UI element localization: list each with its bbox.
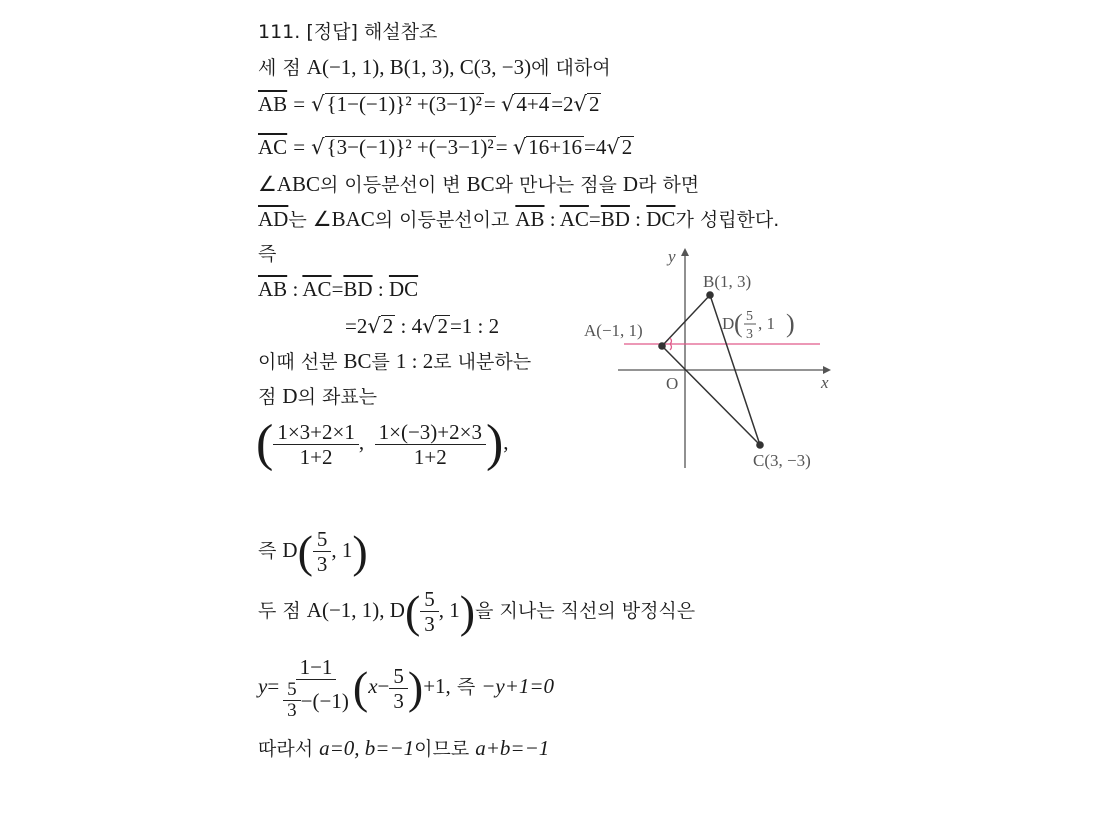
result: −y+1=0 (481, 674, 555, 698)
ratio: 1 : 2 (395, 349, 434, 373)
sqrt-icon: √ (311, 92, 325, 116)
denominator: 1+2 (299, 444, 333, 469)
segment-dc: $\overline{DC}$ (646, 207, 676, 231)
radicand: 16+16 (528, 135, 583, 159)
line-ratio-value (345, 314, 499, 339)
text: 이때 선분 (258, 351, 344, 373)
sqrt-icon: √ (512, 135, 527, 159)
line-conclusion (258, 736, 549, 761)
label-point-b: B(1, 3) (703, 272, 752, 291)
eq: = (483, 92, 501, 116)
text: 즉 (450, 676, 482, 698)
text: 점 (258, 386, 283, 408)
label-d-numerator: 5 (746, 309, 753, 324)
paren-left: ( (256, 415, 274, 473)
line-ratio (258, 277, 418, 302)
text: 을 지나는 직선의 방정식은 (475, 600, 696, 622)
sqrt-icon: √ (367, 314, 381, 338)
text: 가 성립한다. (675, 209, 780, 231)
sqrt-icon: √ (422, 314, 436, 338)
numerator: 1×3+2×1 (273, 420, 359, 445)
denominator: 3 (393, 688, 404, 713)
denominator: 1+2 (413, 444, 447, 469)
comma: , (503, 430, 509, 454)
fraction (283, 680, 301, 721)
radicand: 2 (588, 92, 600, 116)
segment-ac: $\overline{AC}$ (559, 207, 589, 231)
text: 의 이등분선이 변 (320, 174, 467, 196)
line-internal-division (258, 349, 531, 374)
var-x: x (368, 674, 378, 698)
line-ab-length (258, 92, 601, 117)
value: −(−1) (300, 688, 349, 713)
segment-ac: $\overline{AC}$ (258, 135, 288, 159)
eq: = (267, 674, 280, 698)
segment-ab: $\overline{AB}$ (515, 207, 545, 231)
paren-left: ( (404, 585, 421, 637)
point-a (658, 342, 666, 350)
angle-bac: ∠BAC (312, 207, 375, 231)
header-title: 해설참조 (363, 21, 438, 43)
text: 세 점 (258, 57, 301, 79)
text: 즉 (258, 243, 277, 265)
colon: : (544, 207, 560, 231)
numerator: 1×(−3)+2×3 (375, 420, 486, 445)
fraction (313, 527, 332, 576)
radicand: {1−(−1)}² +(3−1)² (326, 92, 482, 116)
text: 이므로 (414, 738, 476, 760)
colon: : (629, 207, 647, 231)
radicand: 2 (382, 314, 394, 338)
value: : 4 (395, 314, 423, 338)
denominator: 3 (287, 700, 297, 722)
point-d: D (622, 172, 639, 196)
line-coordinate-intro (258, 384, 377, 409)
var-y: y (258, 674, 268, 698)
comma: , (358, 430, 365, 454)
text: 두 점 (258, 600, 307, 622)
numerator: 5 (420, 587, 439, 612)
angle-mark (670, 344, 672, 350)
value: =2 (345, 314, 368, 338)
result: =4 (584, 135, 607, 159)
radicand: {3−(−1)}² +(−3−1)² (326, 135, 494, 159)
value: , 1 (438, 598, 460, 622)
text: 즉 (258, 540, 283, 562)
radicand: 2 (621, 135, 633, 159)
point-d: D (282, 384, 298, 408)
paren-right: ) (459, 585, 476, 637)
point-c (756, 441, 764, 449)
numerator: 5 (313, 527, 332, 552)
segment-bc: BC (343, 349, 372, 373)
slope-fraction (279, 655, 353, 721)
text: 따라서 (258, 738, 320, 760)
paren-right: ) (407, 662, 424, 714)
paren-left: ( (734, 309, 743, 338)
text: 라 하면 (638, 174, 700, 196)
numerator: 1−1 (296, 655, 337, 680)
line-point-d (258, 522, 368, 580)
value: +1, (423, 674, 451, 698)
text: 는 (288, 209, 313, 231)
sqrt-icon: √ (606, 135, 620, 159)
denominator (279, 680, 353, 721)
segment-ac: $\overline{AC}$ (302, 277, 332, 301)
value: =1 : 2 (449, 314, 500, 338)
denominator: 3 (424, 612, 435, 636)
label-point-a: A(−1, 1) (584, 321, 643, 340)
segment-ab: $\overline{AB}$ (258, 277, 288, 301)
fraction-y (375, 420, 486, 469)
x-axis-label: x (821, 373, 829, 392)
paren-right: ) (485, 415, 504, 473)
y-axis-arrow-icon (681, 248, 689, 256)
result: =2 (551, 92, 574, 116)
point-b (706, 291, 714, 299)
sqrt-icon: √ (573, 92, 587, 116)
fraction-x (273, 420, 359, 469)
colon: : (372, 277, 389, 301)
radicand: 2 (437, 314, 448, 338)
math-points: A(−1, 1), D (306, 598, 405, 622)
value: , 1 (331, 538, 353, 562)
label-point-c: C(3, −3) (753, 451, 811, 470)
solution-header (258, 20, 437, 44)
label-point-d: D (722, 314, 735, 333)
angle-abc: ∠ABC (258, 172, 321, 196)
origin-label: O (666, 374, 679, 393)
text: 의 이등분선이고 (374, 209, 516, 231)
segment-ad: $\overline{AD}$ (258, 207, 289, 231)
answer-tag: [정답] (306, 21, 358, 43)
paren-right: ) (786, 309, 795, 338)
segment-dc: $\overline{DC}$ (388, 277, 419, 301)
line-ratio-statement (258, 207, 779, 232)
fraction (420, 587, 439, 636)
minus: − (377, 674, 390, 698)
text: 를 (371, 351, 396, 373)
segment-bc: BC (466, 172, 495, 196)
line-line-through (258, 582, 695, 640)
sqrt-icon: √ (311, 135, 325, 159)
eq: = (293, 92, 306, 116)
point-d: D (282, 538, 298, 562)
line-therefore (258, 242, 276, 266)
text: 의 좌표는 (297, 386, 378, 408)
eq: = (495, 135, 513, 159)
problem-number: 111. (258, 21, 301, 43)
denominator: 3 (316, 552, 328, 576)
fraction (389, 664, 408, 713)
label-d-tail: , 1 (758, 314, 775, 333)
line-ac-length (258, 135, 634, 160)
eq: = (331, 277, 344, 301)
line-equation (258, 646, 554, 728)
text: 와 만나는 점을 (494, 174, 623, 196)
radicand: 4+4 (516, 92, 550, 116)
coordinate-figure (578, 240, 848, 480)
eq: = (293, 135, 306, 159)
y-axis-label: y (668, 247, 676, 266)
segment-ab: $\overline{AB}$ (258, 92, 288, 116)
line-points (258, 55, 611, 80)
eq: = (588, 207, 601, 231)
text: 에 대하여 (531, 57, 611, 79)
line-division-formula (256, 414, 509, 472)
sqrt-icon: √ (500, 92, 515, 116)
paren-left: ( (352, 662, 369, 714)
result: a=0, b=−1 (319, 736, 415, 760)
label-d-denominator: 3 (746, 327, 753, 342)
colon: : (287, 277, 303, 301)
text: 로 내분하는 (433, 351, 532, 373)
segment-bd: $\overline{BD}$ (343, 277, 373, 301)
result: a+b=−1 (475, 736, 550, 760)
paren-right: ) (352, 525, 368, 577)
numerator: 5 (389, 664, 408, 689)
line-bisector (258, 172, 699, 197)
math-points: A(−1, 1), B(1, 3), C(3, −3) (306, 55, 532, 79)
numerator: 5 (283, 680, 301, 701)
angle-mark (670, 338, 672, 344)
segment-bd: $\overline{BD}$ (600, 207, 630, 231)
paren-left: ( (297, 525, 313, 577)
